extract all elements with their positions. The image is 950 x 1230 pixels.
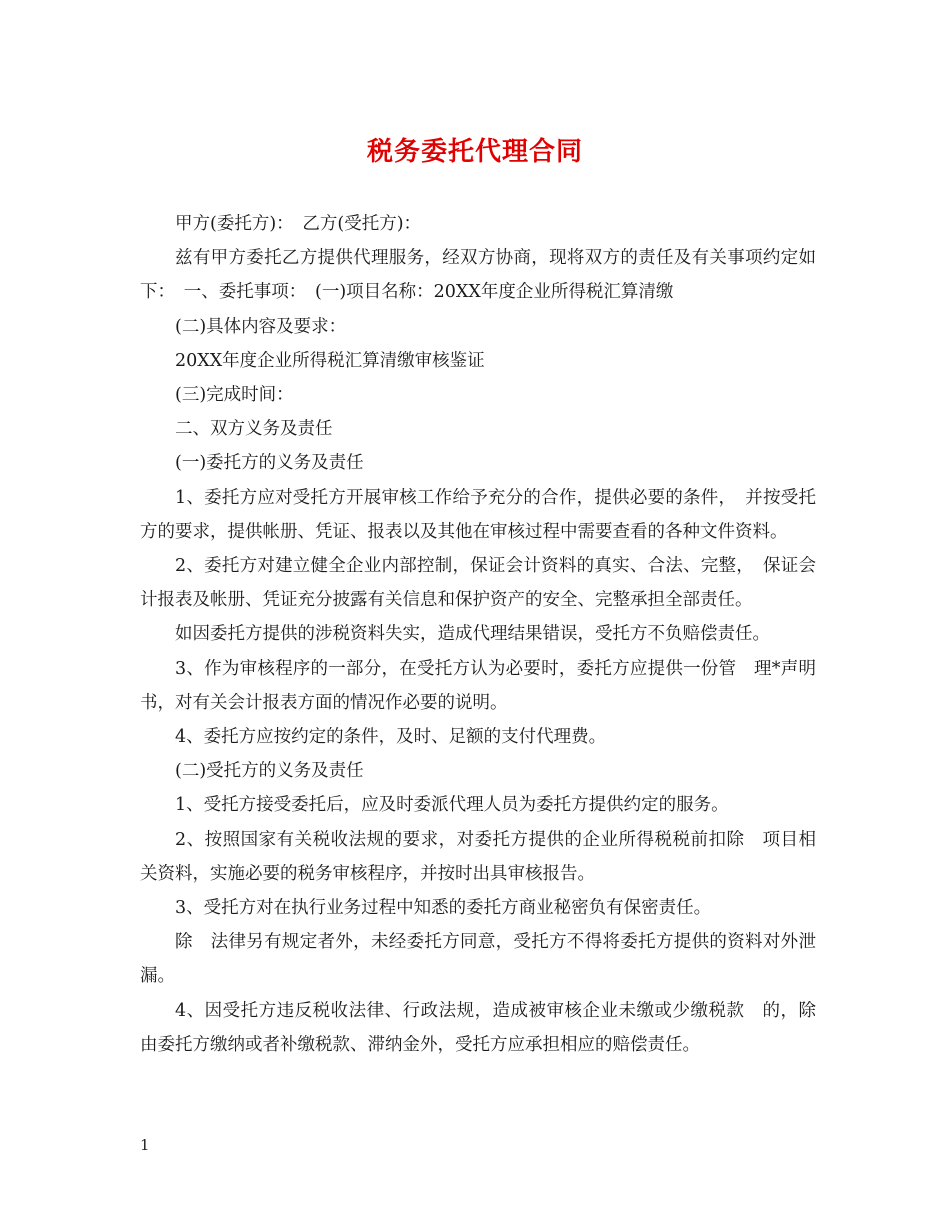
paragraph-parties: 甲方(委托方)： 乙方(受托方)： — [175, 214, 422, 234]
paragraph-agent-3: 3、受托方对在执行业务过程中知悉的委托方商业秘密负有保密责任。 — [175, 898, 712, 919]
subsection-heading-agent: (二)受托方的义务及责任 — [175, 761, 364, 782]
paragraph-agent-4: 4、因受托方违反税收法律、行政法规，造成被审核企业未缴或少缴税款 的，除由委托方缴纳或者补缴税款、滞纳金外，受托方应承担相应的赔偿责任。 — [140, 1000, 816, 1055]
paragraph-content-heading: (二)具体内容及要求： — [175, 316, 347, 337]
paragraph-intro: 兹有甲方委托乙方提供代理服务，经双方协商，现将双方的责任及有关事项约定如下： 一、委托事项： (一)项目名称：20XX年度企业所得税汇算清缴 — [140, 248, 816, 303]
page-number: 1 — [140, 1136, 150, 1154]
paragraph-client-1: 1、委托方应对受托方开展审核工作给予充分的合作，提供必要的条件， 并按受托方的要求，提供帐册、凭证、报表以及其他在审核过程中需要查看的各种文件资料。 — [140, 487, 816, 542]
paragraph-client-2: 2、委托方对建立健全企业内部控制，保证会计资料的真实、合法、完整， 保证会计报表及帐册、凭证充分披露有关信息和保护资产的安全、完整承担全部责任。 — [140, 556, 816, 611]
paragraph-agent-2: 2、按照国家有关税收法规的要求，对委托方提供的企业所得税税前扣除 项目相关资料，实施必要的税务审核程序，并按时出具审核报告。 — [140, 829, 816, 884]
document-body — [140, 207, 816, 1062]
paragraph-completion-time: (三)完成时间： — [175, 385, 294, 406]
paragraph-agent-3-note: 除 法律另有规定者外，未经委托方同意，受托方不得将委托方提供的资料对外泄漏。 — [140, 932, 816, 987]
paragraph-client-4: 4、委托方应按约定的条件，及时、足额的支付代理费。 — [175, 727, 607, 748]
paragraph-client-3: 3、作为审核程序的一部分，在受托方认为必要时，委托方应提供一份管 理*声明书，对有关会计报表方面的情况作必要的说明。 — [140, 658, 816, 713]
subsection-heading-client: (一)委托方的义务及责任 — [175, 453, 364, 474]
section-heading-obligations: 二、双方义务及责任 — [175, 419, 333, 440]
paragraph-agent-1: 1、受托方接受委托后，应及时委派代理人员为委托方提供约定的服务。 — [175, 795, 729, 816]
document-title: 税务委托代理合同 — [366, 137, 583, 167]
paragraph-client-2-note: 如因委托方提供的涉税资料失实，造成代理结果错误，受托方不负赔偿责任。 — [175, 624, 770, 645]
paragraph-content: 20XX年度企业所得税汇算清缴审核鉴证 — [175, 350, 485, 371]
